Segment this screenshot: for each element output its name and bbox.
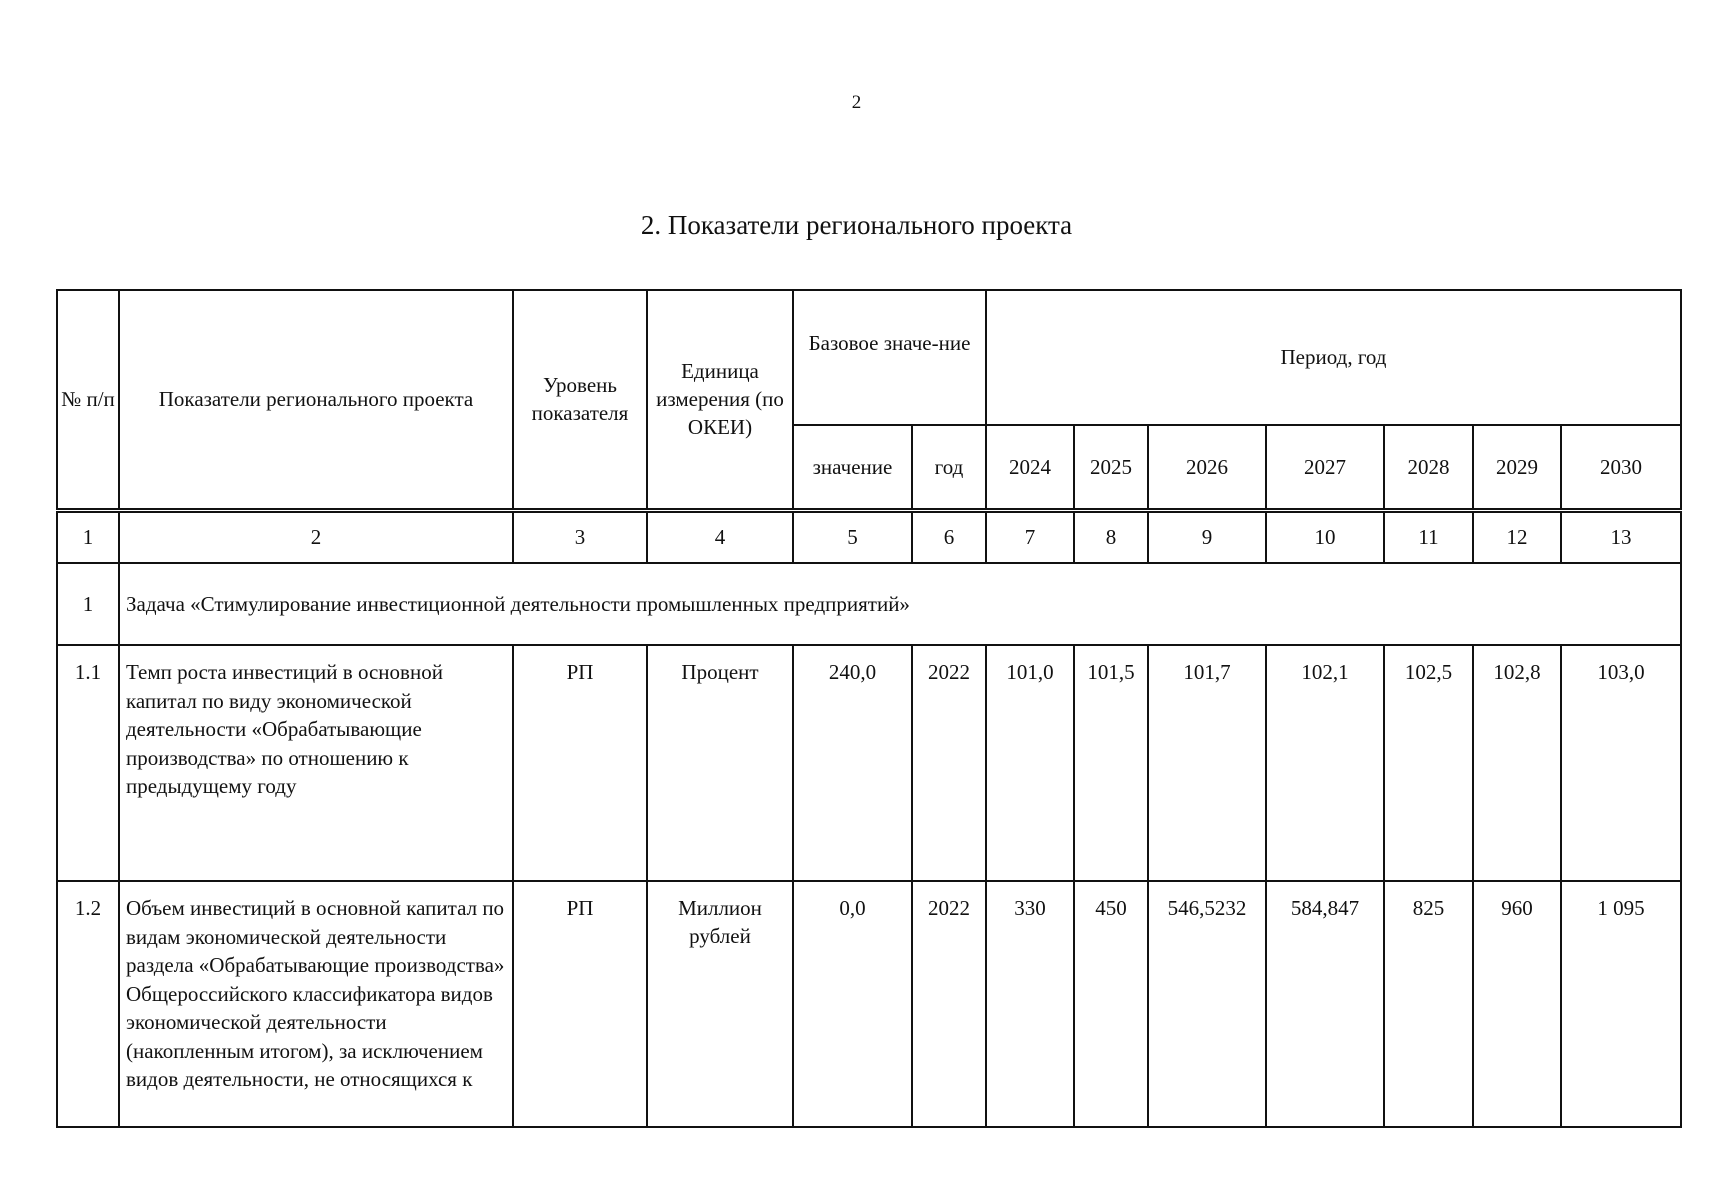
- column-number: 11: [1384, 510, 1473, 563]
- row-value-2026: 546,5232: [1148, 881, 1266, 1127]
- row-unit: Миллион рублей: [647, 881, 793, 1127]
- header-year-2025: 2025: [1074, 425, 1148, 510]
- row-value-2027: 584,847: [1266, 881, 1384, 1127]
- row-value-2030: 1 095: [1561, 881, 1681, 1127]
- header-period: Период, год: [986, 290, 1681, 425]
- header-indicator: Показатели регионального проекта: [119, 290, 513, 510]
- column-number: 2: [119, 510, 513, 563]
- page-title: 2. Показатели регионального проекта: [640, 210, 1073, 240]
- row-level: РП: [513, 645, 647, 881]
- row-value-2029: 102,8: [1473, 645, 1561, 881]
- column-number: 1: [57, 510, 119, 563]
- row-base-value: 240,0: [793, 645, 912, 881]
- column-number: 13: [1561, 510, 1681, 563]
- header-level: Уровень показателя: [513, 290, 647, 510]
- header-row: [57, 290, 1681, 425]
- row-indicator: Объем инвестиций в основной капитал по видам экономической деятельности раздела «Обрабатывающие производства» Общероссийского классификатора видов экономической деятельности (накопленным итогом), за исключением видов деятельности, не относящихся к: [119, 881, 513, 1127]
- header-year: год: [912, 425, 986, 510]
- row-value-2025: 101,5: [1074, 645, 1148, 881]
- column-number: 7: [986, 510, 1074, 563]
- header-year-2027: 2027: [1266, 425, 1384, 510]
- table-row: [57, 645, 1681, 881]
- task-title: Задача «Стимулирование инвестиционной деятельности промышленных предприятий»: [119, 563, 1681, 645]
- column-number: 3: [513, 510, 647, 563]
- header-value: значение: [793, 425, 912, 510]
- header-unit: Единица измерения (по ОКЕИ): [647, 290, 793, 510]
- row-value-2030: 103,0: [1561, 645, 1681, 881]
- row-num: 1.1: [57, 645, 119, 881]
- row-num: 1.2: [57, 881, 119, 1127]
- header-year-2024: 2024: [986, 425, 1074, 510]
- row-value-2027: 102,1: [1266, 645, 1384, 881]
- row-base-year: 2022: [912, 645, 986, 881]
- column-number: 5: [793, 510, 912, 563]
- column-number: 4: [647, 510, 793, 563]
- row-indicator: Темп роста инвестиций в основной капитал по виду экономической деятельности «Обрабатывающие производства» по отношению к предыдущему году: [119, 645, 513, 881]
- column-number: 10: [1266, 510, 1384, 563]
- row-value-2028: 825: [1384, 881, 1473, 1127]
- row-unit: Процент: [647, 645, 793, 881]
- header-year-2026: 2026: [1148, 425, 1266, 510]
- column-number-row: [57, 510, 1681, 563]
- row-value-2028: 102,5: [1384, 645, 1473, 881]
- row-base-year: 2022: [912, 881, 986, 1127]
- header-year-2030: 2030: [1561, 425, 1681, 510]
- row-value-2025: 450: [1074, 881, 1148, 1127]
- indicators-table: [56, 289, 1682, 1128]
- row-value-2024: 330: [986, 881, 1074, 1127]
- header-year-2029: 2029: [1473, 425, 1561, 510]
- column-number: 6: [912, 510, 986, 563]
- header-num: № п/п: [57, 290, 119, 510]
- column-number: 8: [1074, 510, 1148, 563]
- column-number: 9: [1148, 510, 1266, 563]
- row-base-value: 0,0: [793, 881, 912, 1127]
- task-row: [57, 563, 1681, 645]
- header-year-2028: 2028: [1384, 425, 1473, 510]
- row-value-2026: 101,7: [1148, 645, 1266, 881]
- table-row: [57, 881, 1681, 1127]
- row-level: РП: [513, 881, 647, 1127]
- row-value-2024: 101,0: [986, 645, 1074, 881]
- task-num: 1: [57, 563, 119, 645]
- page-number: 2: [851, 92, 862, 113]
- header-base-value: Базовое значе-ние: [793, 290, 986, 425]
- row-value-2029: 960: [1473, 881, 1561, 1127]
- column-number: 12: [1473, 510, 1561, 563]
